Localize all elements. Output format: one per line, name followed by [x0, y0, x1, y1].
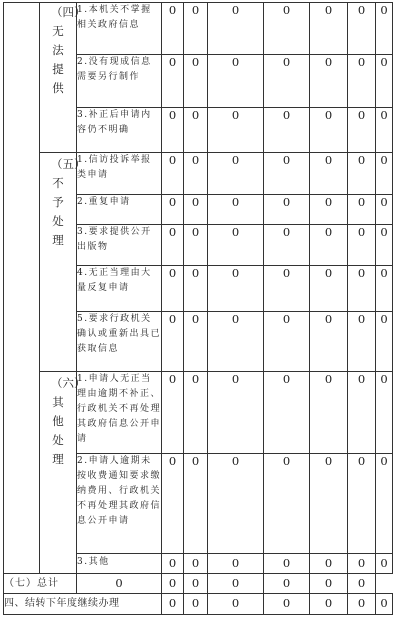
value-cell: 0 [184, 3, 208, 55]
value-cell: 0 [264, 266, 310, 312]
value-cell: 0 [184, 454, 208, 554]
carry-over-row [4, 594, 393, 615]
item-label: 1.本机关不掌握相关政府信息 [77, 3, 162, 55]
value-cell: 0 [376, 554, 393, 574]
value-cell: 0 [310, 312, 348, 372]
value-cell: 0 [264, 574, 310, 594]
value-cell: 0 [184, 594, 208, 615]
value-cell: 0 [208, 266, 264, 312]
item-label: 1.申请人无正当理由逾期不补正、行政机关不再处理其政府信息公开申请 [77, 372, 162, 454]
value-cell: 0 [310, 55, 348, 108]
item-label: 3.其他 [77, 554, 162, 574]
item-label: 2.重复申请 [77, 195, 162, 225]
value-cell: 0 [348, 266, 376, 312]
value-cell: 0 [348, 225, 376, 266]
table-row [4, 3, 393, 55]
value-cell: 0 [162, 195, 184, 225]
value-cell: 0 [264, 312, 310, 372]
item-label: 3.要求提供公开出版物 [77, 225, 162, 266]
value-cell: 0 [348, 594, 376, 615]
table-row [4, 153, 393, 195]
item-label: 1.信访投诉举报类申请 [77, 153, 162, 195]
value-cell: 0 [208, 594, 264, 615]
item-label: 2.没有现成信息需要另行制作 [77, 55, 162, 108]
value-cell: 0 [348, 554, 376, 574]
value-cell: 0 [208, 454, 264, 554]
item-label: 3.补正后申请内容仍不明确 [77, 108, 162, 153]
value-cell: 0 [162, 153, 184, 195]
item-label: 2.申请人逾期未按收费通知要求缴纳费用、行政机关不再处理其政府信息公开申请 [77, 454, 162, 554]
value-cell: 0 [376, 55, 393, 108]
value-cell: 0 [310, 594, 348, 615]
group-label: （五）不予处理 [51, 157, 86, 247]
disclosure-statistics-table [3, 2, 393, 615]
value-cell: 0 [310, 554, 348, 574]
value-cell: 0 [348, 454, 376, 554]
value-cell: 0 [264, 153, 310, 195]
group-label-cell [40, 3, 86, 153]
value-cell: 0 [184, 55, 208, 108]
value-cell: 0 [264, 55, 310, 108]
value-cell: 0 [184, 195, 208, 225]
value-cell: 0 [184, 108, 208, 153]
value-cell: 0 [348, 3, 376, 55]
value-cell: 0 [376, 153, 393, 195]
value-cell: 0 [310, 372, 348, 454]
value-cell: 0 [376, 454, 393, 554]
value-cell: 0 [348, 372, 376, 454]
group-label-cell [40, 372, 86, 574]
value-cell: 0 [264, 225, 310, 266]
value-cell: 0 [184, 574, 208, 594]
value-cell: 0 [376, 195, 393, 225]
value-cell: 0 [376, 225, 393, 266]
value-cell: 0 [264, 195, 310, 225]
group-label: （六）其他处理 [51, 376, 86, 466]
value-cell: 0 [264, 454, 310, 554]
value-cell: 0 [264, 3, 310, 55]
value-cell: 0 [184, 266, 208, 312]
value-cell: 0 [348, 312, 376, 372]
value-cell: 0 [162, 574, 184, 594]
value-cell: 0 [162, 55, 184, 108]
value-cell: 0 [208, 554, 264, 574]
value-cell: 0 [184, 153, 208, 195]
value-cell: 0 [208, 153, 264, 195]
value-cell: 0 [310, 454, 348, 554]
value-cell: 0 [208, 372, 264, 454]
value-cell: 0 [208, 108, 264, 153]
value-cell: 0 [376, 594, 393, 615]
value-cell: 0 [264, 108, 310, 153]
value-cell: 0 [208, 55, 264, 108]
value-cell: 0 [162, 266, 184, 312]
item-label: 4.无正当理由大量反复申请 [77, 266, 162, 312]
group-label: （四）无法提供 [51, 5, 86, 95]
table-row [4, 372, 393, 454]
value-cell: 0 [162, 454, 184, 554]
value-cell: 0 [208, 574, 264, 594]
value-cell: 0 [348, 55, 376, 108]
value-cell: 0 [310, 225, 348, 266]
value-cell: 0 [310, 108, 348, 153]
value-cell: 0 [376, 108, 393, 153]
value-cell: 0 [184, 225, 208, 266]
value-cell: 0 [77, 574, 162, 594]
value-cell: 0 [208, 225, 264, 266]
value-cell: 0 [208, 195, 264, 225]
value-cell: 0 [162, 312, 184, 372]
value-cell: 0 [264, 594, 310, 615]
value-cell: 0 [310, 574, 348, 594]
outer-blank-cell [4, 3, 40, 574]
value-cell: 0 [376, 3, 393, 55]
value-cell: 0 [310, 153, 348, 195]
value-cell: 0 [348, 153, 376, 195]
value-cell: 0 [184, 312, 208, 372]
value-cell: 0 [162, 594, 184, 615]
value-cell: 0 [348, 574, 376, 594]
value-cell: 0 [376, 312, 393, 372]
value-cell: 0 [264, 554, 310, 574]
value-cell: 0 [162, 3, 184, 55]
value-cell: 0 [348, 195, 376, 225]
value-cell: 0 [376, 266, 393, 312]
total-row [4, 574, 393, 594]
value-cell: 0 [184, 554, 208, 574]
item-label: 5.要求行政机关确认或重新出具已获取信息 [77, 312, 162, 372]
value-cell: 0 [162, 108, 184, 153]
value-cell: 0 [162, 225, 184, 266]
value-cell: 0 [310, 3, 348, 55]
value-cell: 0 [208, 3, 264, 55]
value-cell: 0 [184, 372, 208, 454]
value-cell: 0 [264, 372, 310, 454]
value-cell: 0 [162, 554, 184, 574]
value-cell: 0 [376, 372, 393, 454]
value-cell: 0 [162, 372, 184, 454]
carry-over-label: 四、结转下年度继续办理 [4, 594, 162, 615]
group-label-cell [40, 153, 86, 372]
value-cell: 0 [208, 312, 264, 372]
value-cell: 0 [310, 195, 348, 225]
value-cell: 0 [310, 266, 348, 312]
total-label: （七）总计 [4, 574, 77, 594]
value-cell: 0 [348, 108, 376, 153]
